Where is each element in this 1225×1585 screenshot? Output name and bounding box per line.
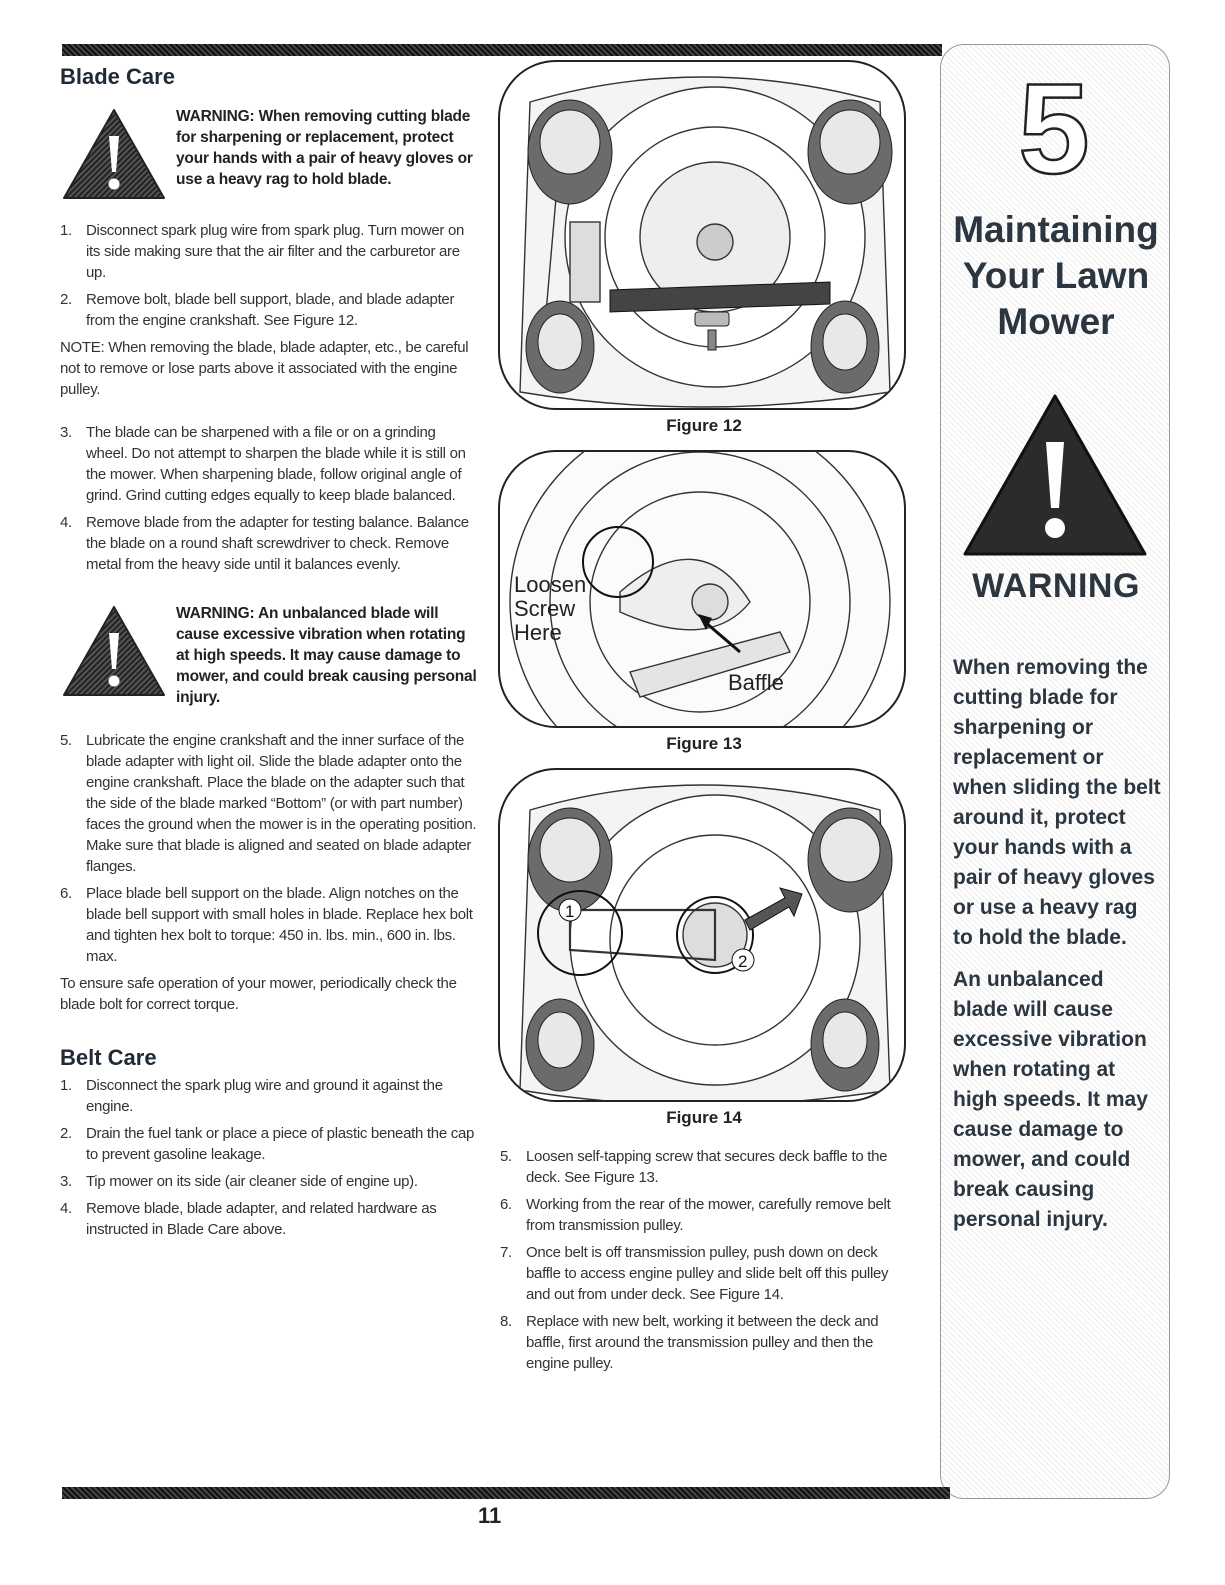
list-item: 4. Remove blade, blade adapter, and related hardware as instructed in Blade Care above. — [60, 1200, 437, 1238]
wheel-bottom-left — [526, 301, 594, 393]
top-rule — [62, 44, 942, 56]
figure-12-image — [498, 60, 906, 410]
warning-text-1: WARNING: When removing cutting blade for sharpening or replacement, protect your hands with a pair of heavy gloves or use a heavy rag to hold blade. — [176, 108, 473, 188]
list-item: 5. Lubricate the engine crankshaft and the inner surface of the blade adapter with light oil. Slide the blade adapter onto the engine crankshaft. Place the blade on the adapter such that the side of the blade marked “Bottom” (or with part number) faces the ground when the mower is in the operating position. Make sure that blade is aligned and seated on blade adapter flanges. — [60, 732, 477, 875]
belt-steps — [60, 1075, 480, 1240]
warning-text-2: WARNING: An unbalanced blade will cause excessive vibration when rotating at high speeds. It may cause damage to mower, and could break causing personal injury. — [176, 605, 477, 706]
blade-warning-1 — [60, 106, 480, 202]
list-item: 6. Working from the rear of the mower, carefully remove belt from transmission pulley. — [500, 1196, 891, 1234]
list-item: 4. Remove blade from the adapter for testing balance. Balance the blade on a round shaft screwdriver to check. Remove metal from the heavy side until it balances evenly. — [60, 514, 469, 573]
label-screw: Screw — [514, 596, 576, 621]
belt-removal-illustration — [500, 770, 906, 1102]
chapter-number — [1009, 65, 1099, 185]
figure-12-caption: Figure 12 — [666, 416, 742, 435]
wheel-top-left — [528, 100, 612, 204]
blade-bell-support — [695, 312, 729, 326]
warning-triangle-icon — [959, 390, 1151, 560]
warning-triangle-icon — [60, 106, 168, 202]
blade-closing: To ensure safe operation of your mower, periodically check the blade bolt for correct torque. — [60, 975, 457, 1013]
middle-column — [498, 60, 910, 1380]
belt-care-heading: Belt Care — [60, 1045, 157, 1070]
list-item: 3. The blade can be sharpened with a file or on a grinding wheel. Do not attempt to sharpen the blade while it is still on the mower. When sharpening blade, follow original angle of grind. Grind cutting edges equally to keep blade balanced. — [60, 424, 466, 504]
label-loosen: Loosen — [514, 572, 587, 597]
list-item: 8. Replace with new belt, working it between the deck and baffle, first around the transmission pulley and then the engine pulley. — [500, 1313, 879, 1372]
label-here: Here — [514, 620, 562, 645]
belt-steps-continued — [498, 1146, 910, 1374]
wheel-top-right — [808, 808, 892, 912]
chapter-sidebar — [940, 44, 1170, 1499]
sidebar-warning-text-1: When removing the cutting blade for sharpening or replacement or when sliding the belt around it, protect your hands with a pair of heavy gloves or use a heavy rag to hold the blade. — [953, 656, 1161, 949]
list-item: 5. Loosen self-tapping screw that secures deck baffle to the deck. See Figure 13. — [500, 1148, 888, 1186]
list-item: 6. Place blade bell support on the blade. Align notches on the blade bell support with small holes in blade. Replace hex bolt and tighten hex bolt to torque: 450 in. lbs. min., 600 in. lbs. max. — [60, 885, 473, 965]
figure-14-image — [498, 768, 906, 1102]
blade-steps-b — [60, 422, 480, 575]
label-baffle: Baffle — [728, 670, 784, 695]
mower-underside-illustration — [500, 62, 906, 410]
callout-label-2: 2 — [738, 952, 748, 971]
warning-triangle-icon — [60, 603, 168, 699]
sidebar-warning-heading: WARNING — [972, 567, 1140, 605]
figure-13-caption: Figure 13 — [666, 734, 742, 753]
list-item: 3. Tip mower on its side (air cleaner side of engine up). — [60, 1173, 418, 1190]
svg-text:5: 5 — [1018, 65, 1090, 185]
wheel-bottom-left — [526, 999, 594, 1091]
list-item: 1. Disconnect the spark plug wire and ground it against the engine. — [60, 1077, 443, 1115]
figure-13-image — [498, 450, 906, 728]
callout-label-1: 1 — [565, 902, 575, 921]
sidebar-warning-text-2: An unbalanced blade will cause excessive vibration when rotating at high speeds. It may cause damage to mower, and could break causing personal injury. — [953, 968, 1148, 1231]
list-item: 2. Drain the fuel tank or place a piece of plastic beneath the cap to prevent gasoline leakage. — [60, 1125, 475, 1163]
list-item: 2. Remove bolt, blade bell support, blade, and blade adapter from the engine crankshaft. See Figure 12. — [60, 291, 455, 329]
wheel-bottom-right — [811, 999, 879, 1091]
left-column — [60, 64, 480, 1246]
blade-care-heading: Blade Care — [60, 64, 175, 89]
bottom-rule — [62, 1487, 950, 1499]
page-number: 11 — [478, 1503, 502, 1528]
list-item: 7. Once belt is off transmission pulley, push down on deck baffle to access engine pulley and slide belt off this pulley and out from under deck. See Figure 14. — [500, 1244, 889, 1303]
wheel-top-right — [808, 100, 892, 204]
blade-note: NOTE: When removing the blade, blade adapter, etc., be careful not to remove or lose parts above it associated with the engine pulley. — [60, 339, 469, 398]
list-item: 1. Disconnect spark plug wire from spark plug. Turn mower on its side making sure that the air filter and the carburetor are up. — [60, 222, 465, 281]
chapter-title: Maintaining Your Lawn Mower — [953, 209, 1159, 342]
figure-14-caption: Figure 14 — [666, 1108, 742, 1127]
blade-steps-c — [60, 730, 480, 967]
blade-warning-2 — [60, 603, 480, 708]
blade-steps-a — [60, 220, 480, 331]
blade-bolt — [708, 330, 716, 350]
deck-baffle-illustration — [500, 452, 906, 728]
wheel-bottom-right — [811, 301, 879, 393]
